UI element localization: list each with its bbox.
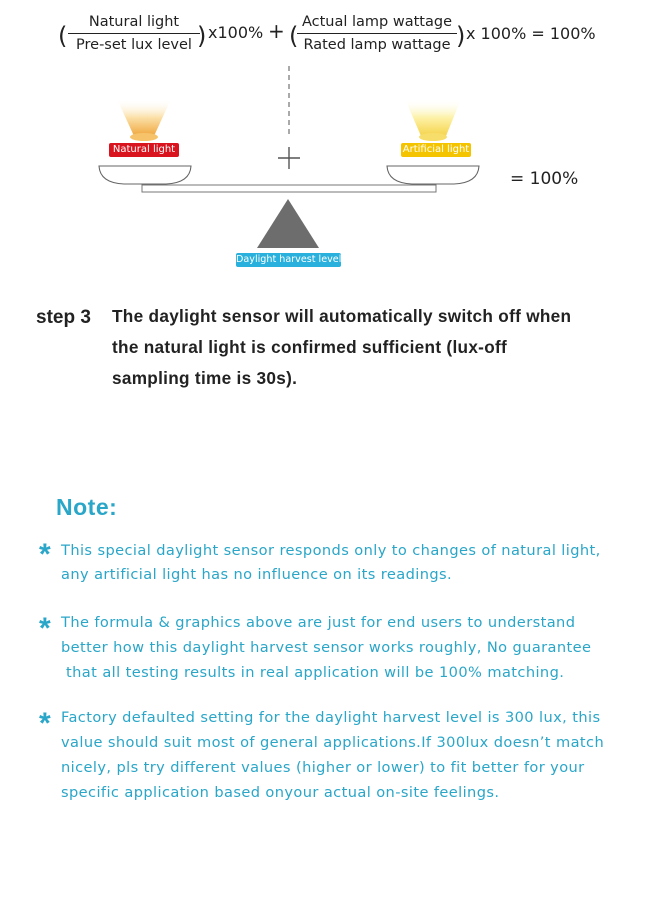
note-line: that all testing results in real application will be 100% matching. xyxy=(61,664,565,681)
balance-diagram xyxy=(0,60,650,275)
left-scale-pan xyxy=(99,166,191,184)
note-line: specific application based onyour actual on-site feelings. xyxy=(61,784,500,801)
natural-light-glow xyxy=(130,133,158,141)
fraction-numerator: Actual lamp wattage xyxy=(297,14,457,34)
artificial-light-glow xyxy=(419,133,447,141)
asterisk-bullet-icon: * xyxy=(39,612,51,645)
note-title: Note: xyxy=(56,494,118,520)
daylight-harvest-level-tag: Daylight harvest level xyxy=(236,254,342,265)
note-line: any artificial light has no influence on its readings. xyxy=(61,566,453,583)
plus-sign: + xyxy=(268,19,285,43)
natural-light-beam-icon xyxy=(117,99,171,136)
lamp-wattage-fraction xyxy=(297,14,457,53)
multiplier-equals: x 100% = 100% xyxy=(466,24,596,43)
open-paren: ( xyxy=(289,22,299,50)
step-text-line: the natural light is confirmed sufficient (lux-off xyxy=(112,337,508,357)
open-paren: ( xyxy=(58,22,68,50)
fulcrum-triangle xyxy=(257,199,319,248)
note-line: This special daylight sensor responds only to changes of natural light, xyxy=(61,542,601,559)
fraction-numerator: Natural light xyxy=(68,14,200,34)
multiplier: x100% xyxy=(208,23,264,42)
close-paren: ) xyxy=(456,22,466,50)
close-paren: ) xyxy=(197,22,207,50)
note-line: Factory defaulted setting for the daylight harvest level is 300 lux, this xyxy=(61,709,601,726)
step-label: step 3 xyxy=(36,307,91,328)
step-text-line: sampling time is 30s). xyxy=(112,368,298,388)
asterisk-bullet-icon: * xyxy=(39,538,51,571)
fraction-denominator: Pre-set lux level xyxy=(76,37,192,53)
note-line: nicely, pls try different values (higher or lower) to fit better for your xyxy=(61,759,585,776)
note-line: value should suit most of general applications.If 300lux doesn’t match xyxy=(61,734,605,751)
note-line: better how this daylight harvest sensor works roughly, No guarantee xyxy=(61,639,592,656)
artificial-light-beam-icon xyxy=(405,99,461,136)
natural-light-fraction xyxy=(68,14,200,53)
natural-light-tag: Natural light xyxy=(109,143,179,157)
asterisk-bullet-icon: * xyxy=(39,707,51,740)
right-scale-pan xyxy=(387,166,479,184)
fraction-denominator: Rated lamp wattage xyxy=(303,37,451,53)
note-line: The formula & graphics above are just for end users to understand xyxy=(61,614,576,631)
balance-result: = 100% xyxy=(510,169,579,189)
step-text-line: The daylight sensor will automatically switch off when xyxy=(112,306,572,326)
artificial-light-tag: Artificial light xyxy=(402,144,470,155)
balance-beam xyxy=(142,185,436,192)
